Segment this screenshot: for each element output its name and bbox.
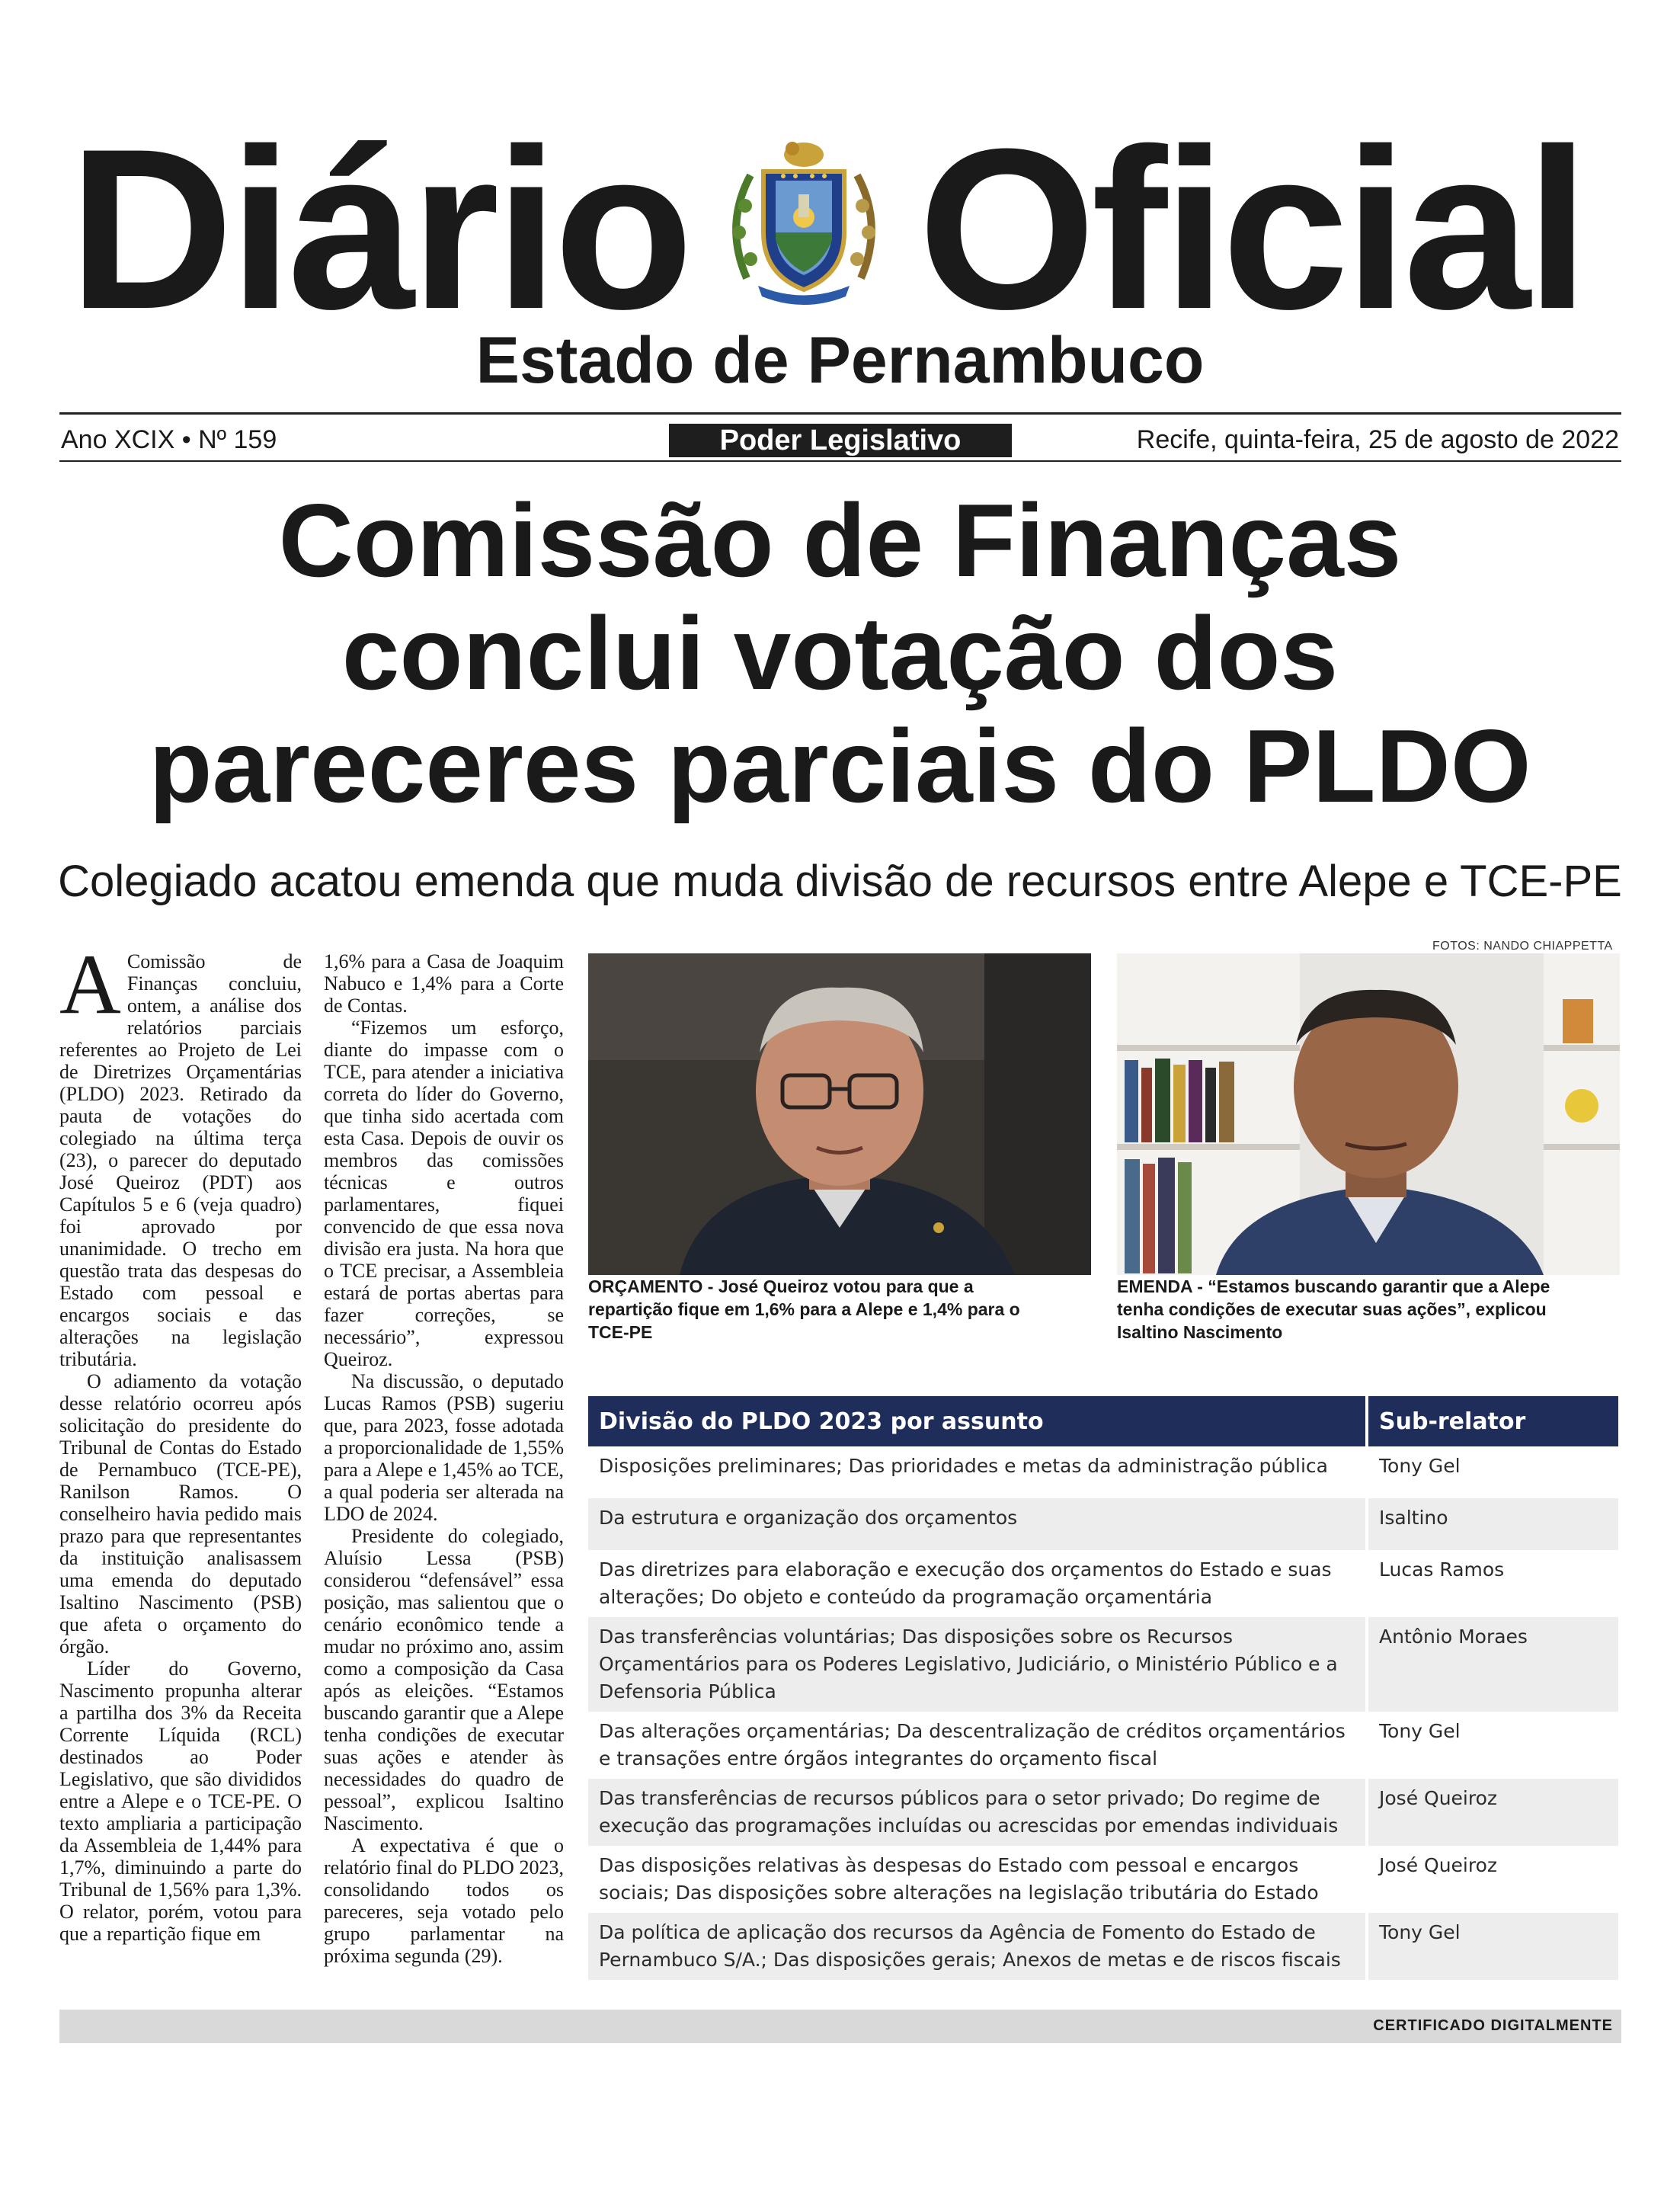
- table-row: [588, 1617, 1618, 1712]
- article-paragraph: Presidente do colegiado, Aluísio Lessa (PSB) considerou “defensável” essa posição, mas salientou que o cenário econômico tende a mudar no próximo ano, assim como a composição da Casa após as eleições. “Estamos buscando garantir que a Alepe tenha condições de executar suas ações e atender às necessidades do quadro de pessoal”, explicou Isaltino Nascimento.: [324, 1525, 564, 1834]
- table-row: [588, 1498, 1618, 1550]
- table-cell-rapporteur: Antônio Moraes: [1367, 1617, 1618, 1712]
- table-cell-rapporteur: José Queiroz: [1367, 1846, 1618, 1913]
- table-row: [588, 1550, 1618, 1617]
- edition-number: Ano XCIX • Nº 159: [61, 425, 277, 454]
- photo-isaltino-nascimento: [1117, 953, 1620, 1275]
- masthead-subtitle: Estado de Pernambuco: [475, 324, 1205, 397]
- article-paragraph: “Fizemos um esforço, diante do impasse com o TCE, para atender a iniciativa correta do líder do Governo, que tinha sido acertada com esta Casa. Depois de ouvir os membros das comissões técnicas e outros parlamentares, fiquei convencido de que essa nova divisão era justa. Na hora que o TCE precisar, a Assembleia estará de portas abertas para fazer correções, se necessário”, expressou Queiroz.: [324, 1017, 564, 1370]
- pldo-division-table: [588, 1396, 1618, 1980]
- bottom-rule-divider: [59, 460, 1621, 462]
- masthead-title-left: Diário: [69, 101, 690, 357]
- article-paragraph: A Comissão de Finanças concluiu, ontem, a análise dos relatórios parciais referentes ao Projeto de Lei de Diretrizes Orçamentárias (PLDO) 2023. Retirado da pauta de votações do colegiado na última terça (23), o parecer do deputado José Queiroz (PDT) aos Capítulos 5 e 6 (veja quadro) foi aprovado por unanimidade. O trecho em questão trata das despesas do Estado com pessoal e encargos sociais e das alterações na legislação tributária.: [59, 937, 302, 1370]
- table-row: [588, 1712, 1618, 1779]
- table-row: [588, 1846, 1618, 1913]
- pernambuco-coat-of-arms-icon: [716, 133, 891, 309]
- table-row: [588, 1779, 1618, 1846]
- table-cell-rapporteur: Tony Gel: [1367, 1913, 1618, 1980]
- table-cell-subject: Disposições preliminares; Das prioridades e metas da administração pública: [588, 1446, 1367, 1498]
- table-cell-subject: Das transferências de recursos públicos para o setor privado; Do regime de execução das programações incluídas ou acrescidas por emendas individuais: [588, 1779, 1367, 1846]
- table-header-rapporteur: Sub-relator: [1367, 1396, 1618, 1446]
- table-cell-subject: Das disposições relativas às despesas do Estado com pessoal e encargos sociais; Das disposições sobre alterações na legislação tributária do Estado: [588, 1846, 1367, 1913]
- digital-certification-label: CERTIFICADO DIGITALMENTE: [1373, 2017, 1613, 2034]
- table-cell-subject: Das diretrizes para elaboração e execução dos orçamentos do Estado e suas alterações; Do objeto e conteúdo da programação orçamentária: [588, 1550, 1367, 1617]
- photo-credit: FOTOS: NANDO CHIAPPETTA: [1432, 940, 1613, 953]
- article-column-1: [59, 937, 302, 1945]
- table-cell-rapporteur: José Queiroz: [1367, 1779, 1618, 1846]
- headline-line: Comissão de Finanças: [278, 482, 1402, 598]
- table-cell-subject: Da estrutura e organização dos orçamentos: [588, 1498, 1367, 1550]
- photo-jose-queiroz: [588, 953, 1091, 1275]
- photo-caption-2: EMENDA - “Estamos buscando garantir que a Alepe tenha condições de executar suas ações”, explicou Isaltino Nascimento: [1117, 1276, 1550, 1342]
- table-row: [588, 1446, 1618, 1498]
- table-row: [588, 1913, 1618, 1980]
- article-column-2: [324, 950, 564, 1967]
- article-paragraph: Na discussão, o deputado Lucas Ramos (PSB) sugeriu que, para 2023, fosse adotada a proporcionalidade de 1,55% para a Alepe e 1,45% ao TCE, a qual poderia ser alterada na LDO de 2024.: [324, 1370, 564, 1525]
- table-cell-rapporteur: Tony Gel: [1367, 1712, 1618, 1779]
- table-cell-subject: Da política de aplicação dos recursos da Agência de Fomento do Estado de Pernambuco S/A.; Das disposições gerais; Anexos de metas e de riscos fiscais: [588, 1913, 1367, 1980]
- headline-line: conclui votação dos: [341, 595, 1339, 711]
- table-cell-subject: Das alterações orçamentárias; Da descentralização de créditos orçamentários e transações entre órgãos integrantes do orçamento fiscal: [588, 1712, 1367, 1779]
- article-paragraph: Líder do Governo, Nascimento propunha alterar a partilha dos 3% da Receita Corrente Líquida (RCL) destinados ao Poder Legislativo, que são divididos entre a Alepe e o TCE-PE. O texto ampliaria a participação da Assembleia de 1,44% para 1,7%, diminuindo a parte do Tribunal de 1,56% para 1,3%. O relator, porém, votou para que a repartição fique em: [59, 1658, 302, 1945]
- top-rule-divider: [59, 412, 1621, 415]
- table-cell-rapporteur: Isaltino: [1367, 1498, 1618, 1550]
- masthead-title-right: Oficial: [918, 101, 1585, 357]
- article-deck: Colegiado acatou emenda que muda divisão de recursos entre Alepe e TCE-PE: [58, 857, 1622, 906]
- article-headline: [0, 484, 1680, 822]
- article-paragraph: 1,6% para a Casa de Joaquim Nabuco e 1,4% para a Corte de Contas.: [324, 950, 564, 1017]
- table-cell-subject: Das transferências voluntárias; Das disposições sobre os Recursos Orçamentários para os Poderes Legislativo, Judiciário, o Ministério Público e a Defensoria Pública: [588, 1617, 1367, 1712]
- photo-caption-1: ORÇAMENTO - José Queiroz votou para que a repartição fique em 1,6% para a Alepe e 1,4% para o TCE-PE: [588, 1276, 1020, 1342]
- article-paragraph: A expectativa é que o relatório final do PLDO 2023, consolidando todos os pareceres, seja votado pelo grupo parlamentar na próxima segunda (29).: [324, 1834, 564, 1967]
- headline-line: pareceres parciais do PLDO: [149, 708, 1531, 824]
- section-badge: Poder Legislativo: [669, 424, 1012, 457]
- publication-date: Recife, quinta-feira, 25 de agosto de 2022: [1136, 425, 1619, 454]
- drop-cap: A: [59, 937, 121, 1032]
- table-cell-rapporteur: Tony Gel: [1367, 1446, 1618, 1498]
- table-header-subject: Divisão do PLDO 2023 por assunto: [588, 1396, 1367, 1446]
- table-cell-rapporteur: Lucas Ramos: [1367, 1550, 1618, 1617]
- article-paragraph: O adiamento da votação desse relatório ocorreu após solicitação do presidente do Tribunal de Contas do Estado de Pernambuco (TCE-PE), Ranilson Ramos. O conselheiro havia pedido mais prazo para que representantes da instituição analisassem uma emenda do deputado Isaltino Nascimento (PSB) que afeta o orçamento do órgão.: [59, 1370, 302, 1658]
